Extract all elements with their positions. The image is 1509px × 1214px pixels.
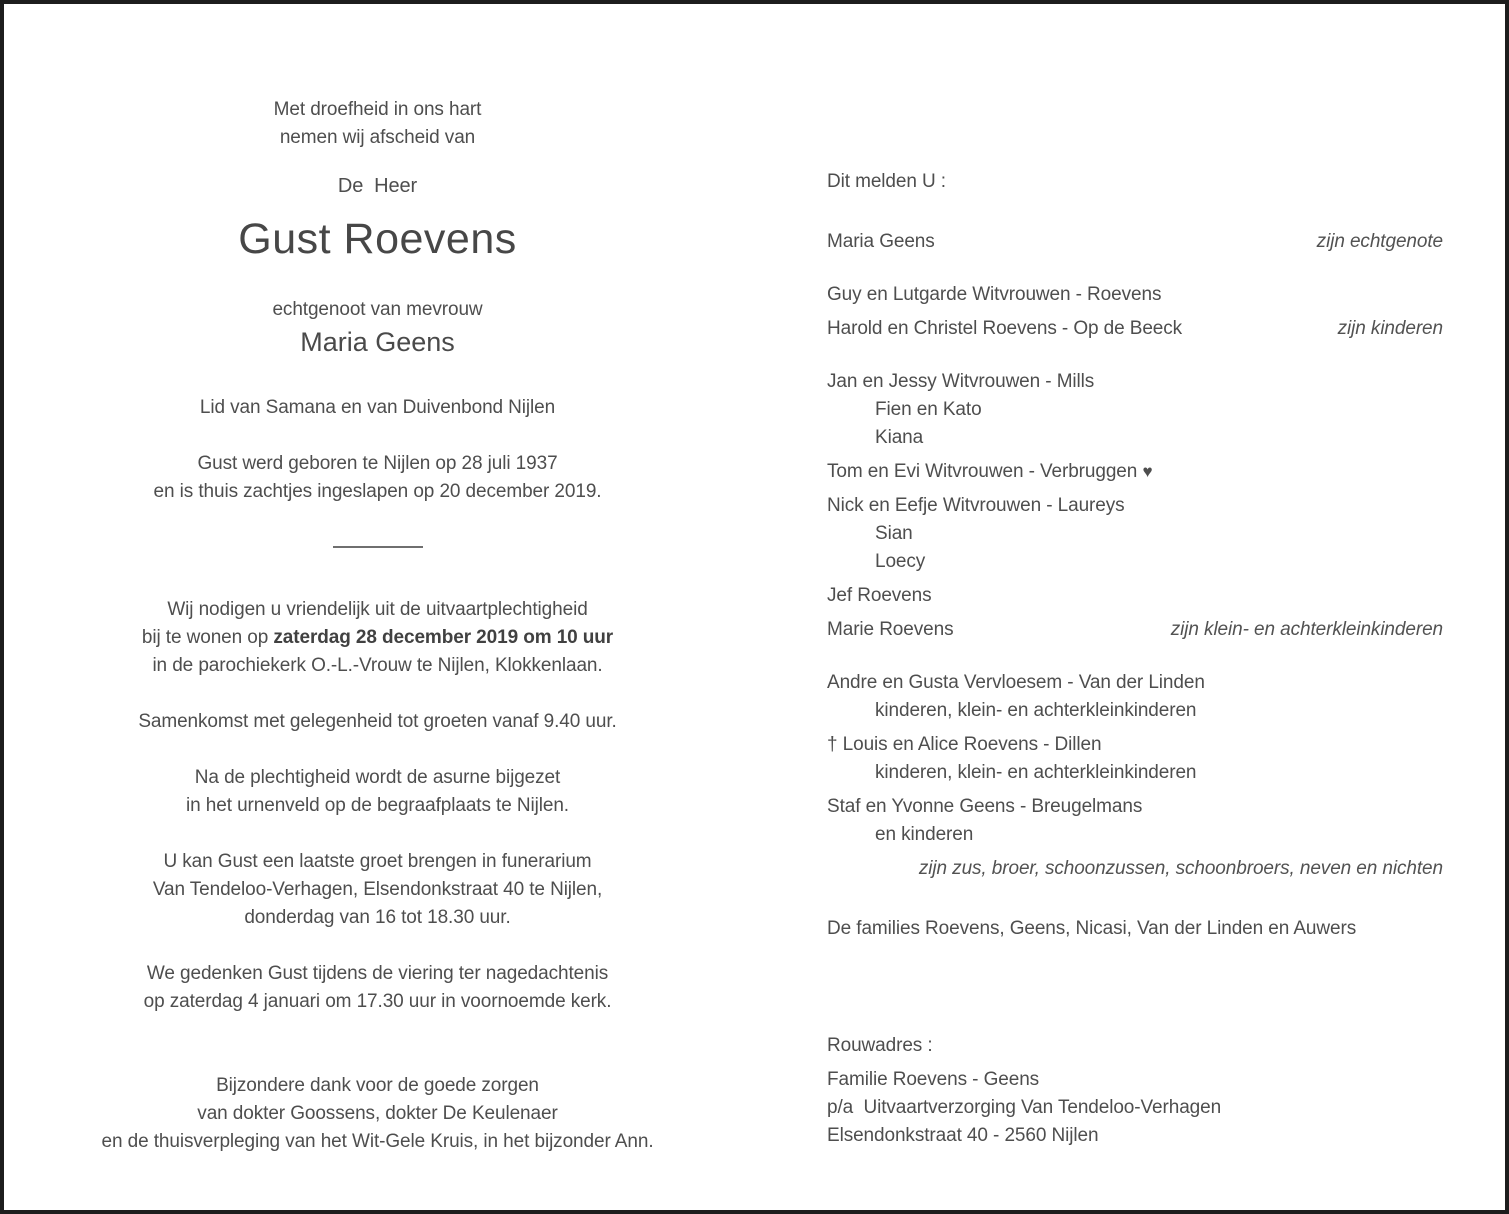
announcer-name: Harold en Christel Roevens - Op de Beeck <box>827 318 1183 339</box>
funerarium-line-2: Van Tendeloo-Verhagen, Elsendonkstraat 40 te Nijlen, <box>152 879 603 900</box>
announcer-name: Kiana <box>875 427 924 448</box>
announcer-row <box>827 458 1443 486</box>
families-line: De families Roevens, Geens, Nicasi, Van der Linden en Auwers <box>827 918 1357 939</box>
spouse-prefix: echtgenoot van mevrouw <box>272 299 483 320</box>
left-column <box>4 4 751 1210</box>
funeral-datetime: zaterdag 28 december 2019 om 10 uur <box>273 627 614 648</box>
announcer-name: Staf en Yvonne Geens - Breugelmans <box>827 796 1143 817</box>
announcer-name: Jef Roevens <box>827 585 932 606</box>
families-row <box>827 915 1443 943</box>
memorial-line-1: We gedenken Gust tijdens de viering ter nagedachtenis <box>146 963 609 984</box>
announcer-name: kinderen, klein- en achterkleinkinderen <box>875 762 1197 783</box>
announcer-row <box>827 582 1443 610</box>
relation-label: zijn echtgenote <box>1316 231 1443 252</box>
announcer-name: Nick en Eefje Witvrouwen - Laureys <box>827 495 1125 516</box>
announcers-heading: Dit melden U : <box>827 171 946 192</box>
invite-line-3: in de parochiekerk O.-L.-Vrouw te Nijlen, Klokkenlaan. <box>152 655 603 676</box>
rouwadres-line: Familie Roevens - Geens <box>827 1069 1040 1090</box>
announcer-name: Louis en Alice Roevens - Dillen <box>842 734 1102 755</box>
relation-label: zijn zus, broer, schoonzussen, schoonbroers, neven en nichten <box>918 858 1443 879</box>
announcer-row <box>827 228 1443 256</box>
gathering-line: Samenkomst met gelegenheid tot groeten vanaf 9.40 uur. <box>138 711 617 732</box>
announcer-row <box>827 759 1443 787</box>
announcer-row <box>827 281 1443 309</box>
membership-line: Lid van Samana en van Duivenbond Nijlen <box>199 397 556 418</box>
relatives-relation-row <box>827 855 1443 883</box>
announcer-row <box>827 697 1443 725</box>
announcer-name: Jan en Jessy Witvrouwen - Mills <box>827 371 1095 392</box>
divider-line <box>333 546 423 548</box>
announcer-row <box>827 492 1443 520</box>
announcer-row <box>827 793 1443 821</box>
relation-label: zijn kinderen <box>1337 318 1443 339</box>
invite-line-2-prefix: bij te wonen op <box>141 627 274 648</box>
rouwadres-line: p/a Uitvaartverzorging Van Tendeloo-Verhagen <box>827 1097 1222 1118</box>
thanks-line-1: Bijzondere dank voor de goede zorgen <box>216 1075 539 1096</box>
urn-line-2: in het urnenveld op de begraafplaats te Nijlen. <box>186 795 569 816</box>
thanks-line-2: van dokter Goossens, dokter De Keulenaer <box>197 1103 558 1124</box>
announcer-row <box>827 548 1443 576</box>
announcer-row <box>827 424 1443 452</box>
announcer-name: en kinderen <box>875 824 974 845</box>
spouse-name: Maria Geens <box>300 327 455 357</box>
announcer-row <box>827 396 1443 424</box>
thanks-line-3: en de thuisverpleging van het Wit-Gele Kruis, in het bijzonder Ann. <box>101 1131 654 1152</box>
deceased-name: Gust Roevens <box>238 215 517 263</box>
invite-line-2 <box>62 624 693 652</box>
announcer-row <box>827 731 1443 759</box>
intro-line-2: nemen wij afscheid van <box>279 127 476 148</box>
birth-line-2: en is thuis zachtjes ingeslapen op 20 december 2019. <box>153 481 602 502</box>
announcer-name: Fien en Kato <box>875 399 982 420</box>
funerarium-line-3: donderdag van 16 tot 18.30 uur. <box>244 907 511 928</box>
announcer-name: Tom en Evi Witvrouwen - Verbruggen <box>827 461 1138 482</box>
announcer-row <box>827 520 1443 548</box>
announcer-name: kinderen, klein- en achterkleinkinderen <box>875 700 1197 721</box>
announcer-name: Sian <box>875 523 913 544</box>
relation-label: zijn klein- en achterkleinkinderen <box>1170 619 1443 640</box>
memorial-line-2: op zaterdag 4 januari om 17.30 uur in voornoemde kerk. <box>143 991 612 1012</box>
announcer-name: Andre en Gusta Vervloesem - Van der Linden <box>827 672 1205 693</box>
announcer-name: Loecy <box>875 551 926 572</box>
rouwadres-line: Elsendonkstraat 40 - 2560 Nijlen <box>827 1125 1099 1146</box>
announcer-row <box>827 616 1443 644</box>
dagger-icon: † <box>827 734 838 755</box>
announcer-row <box>827 315 1443 343</box>
announcer-row <box>827 669 1443 697</box>
invite-line-1: Wij nodigen u vriendelijk uit de uitvaartplechtigheid <box>167 599 588 620</box>
right-column <box>751 4 1505 1210</box>
title-prefix: De Heer <box>337 175 418 197</box>
announcer-row <box>827 821 1443 849</box>
intro-line-1: Met droefheid in ons hart <box>273 99 482 120</box>
urn-line-1: Na de plechtigheid wordt de asurne bijgezet <box>194 767 561 788</box>
heart-icon: ♥ <box>1142 462 1153 481</box>
announcer-row <box>827 368 1443 396</box>
funerarium-line-1: U kan Gust een laatste groet brengen in funerarium <box>163 851 592 872</box>
announcer-name: Guy en Lutgarde Witvrouwen - Roevens <box>827 284 1162 305</box>
announcer-name: Marie Roevens <box>827 619 954 640</box>
rouwadres-heading: Rouwadres : <box>827 1035 933 1056</box>
announcer-name: Maria Geens <box>827 231 935 252</box>
birth-line-1: Gust werd geboren te Nijlen op 28 juli 1937 <box>197 453 558 474</box>
